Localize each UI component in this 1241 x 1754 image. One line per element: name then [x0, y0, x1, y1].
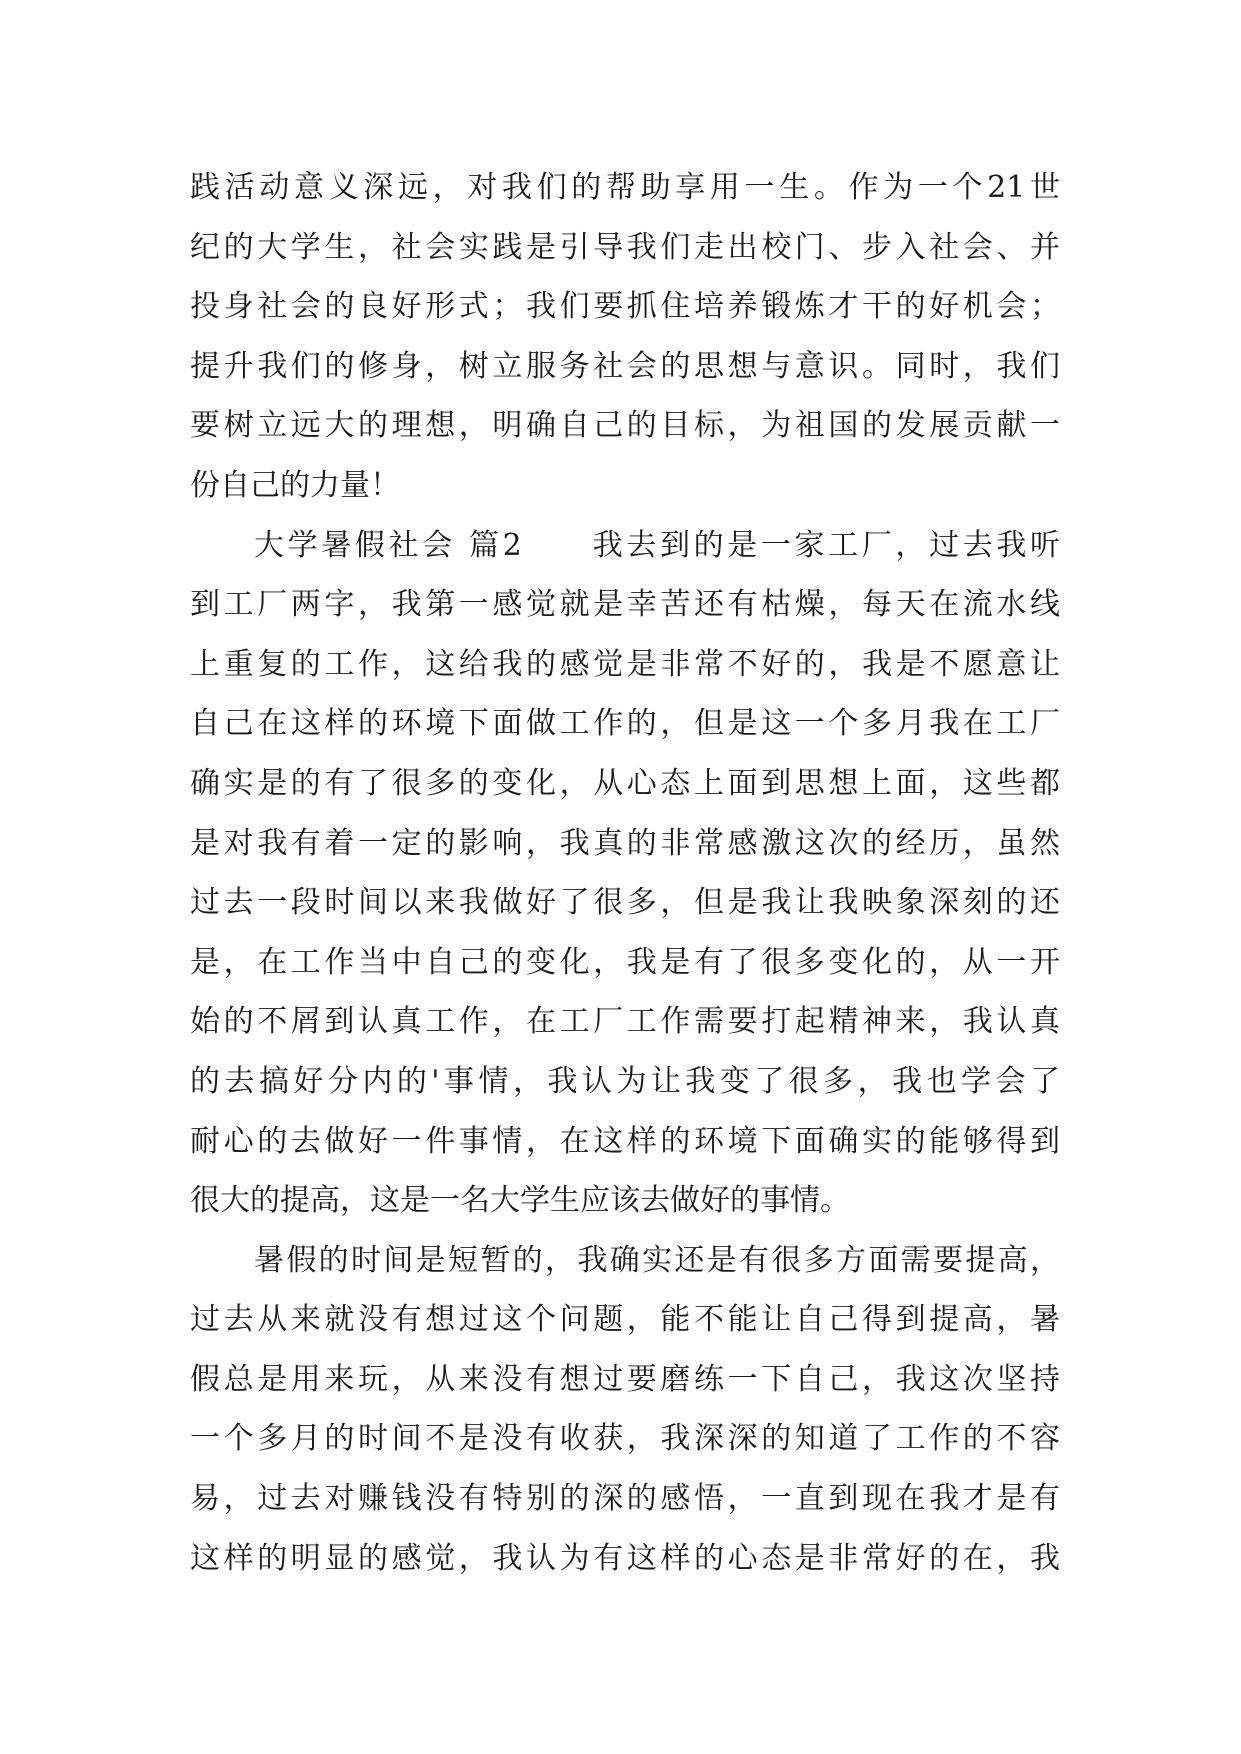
text-line: 假总是用来玩，从来没有想过要磨练一下自己，我这次坚持 [190, 1361, 1060, 1397]
text-line: 要树立远大的理想，明确自己的目标，为祖国的发展贡献一 [190, 408, 1060, 444]
text-line: 纪的大学生，社会实践是引导我们走出校门、步入社会、并 [190, 229, 1060, 265]
text-line: 耐心的去做好一件事情，在这样的环境下面确实的能够得到 [190, 1123, 1060, 1159]
text-line: 这样的明显的感觉，我认为有这样的心态是非常好的在，我 [190, 1540, 1060, 1576]
section-heading-line: 大学暑假社会 篇2 我去到的是一家工厂，过去我听 [254, 527, 1060, 563]
text-line: 提升我们的修身，树立服务社会的思想与意识。同时，我们 [190, 348, 1060, 384]
text-line: 很大的提高，这是一名大学生应该去做好的事情。 [190, 1183, 850, 1219]
text-line: 过去从来就没有想过这个问题，能不能让自己得到提高，暑 [190, 1302, 1060, 1338]
text-line: 确实是的有了很多的变化，从心态上面到思想上面，这些都 [190, 765, 1060, 801]
text-line: 自己在这样的环境下面做工作的，但是这一个多月我在工厂 [190, 706, 1060, 742]
text-line: 是对我有着一定的影响，我真的非常感激这次的经历，虽然 [190, 825, 1060, 861]
text-line: 的去搞好分内的'事情，我认为让我变了很多，我也学会了 [190, 1063, 1060, 1099]
text-line: 一个多月的时间不是没有收获，我深深的知道了工作的不容 [190, 1421, 1060, 1457]
text-line: 践活动意义深远，对我们的帮助享用一生。作为一个21世 [190, 170, 1060, 205]
text-line: 易，过去对赚钱没有特别的深的感悟，一直到现在我才是有 [190, 1481, 1060, 1517]
text-line: 投身社会的良好形式；我们要抓住培养锻炼才干的好机会； [190, 289, 1060, 325]
text-line: 份自己的力量！ [190, 467, 400, 503]
text-line: 到工厂两字，我第一感觉就是幸苦还有枯燥，每天在流水线 [190, 587, 1060, 623]
text-line: 上重复的工作，这给我的感觉是非常不好的，我是不愿意让 [190, 646, 1060, 682]
text-line: 暑假的时间是短暂的，我确实还是有很多方面需要提高， [254, 1242, 1060, 1278]
text-line: 始的不屑到认真工作，在工厂工作需要打起精神来，我认真 [190, 1004, 1060, 1040]
body-text [190, 158, 1060, 1588]
text-line: 是，在工作当中自己的变化，我是有了很多变化的，从一开 [190, 944, 1060, 980]
text-line: 过去一段时间以来我做好了很多，但是我让我映象深刻的还 [190, 885, 1060, 921]
